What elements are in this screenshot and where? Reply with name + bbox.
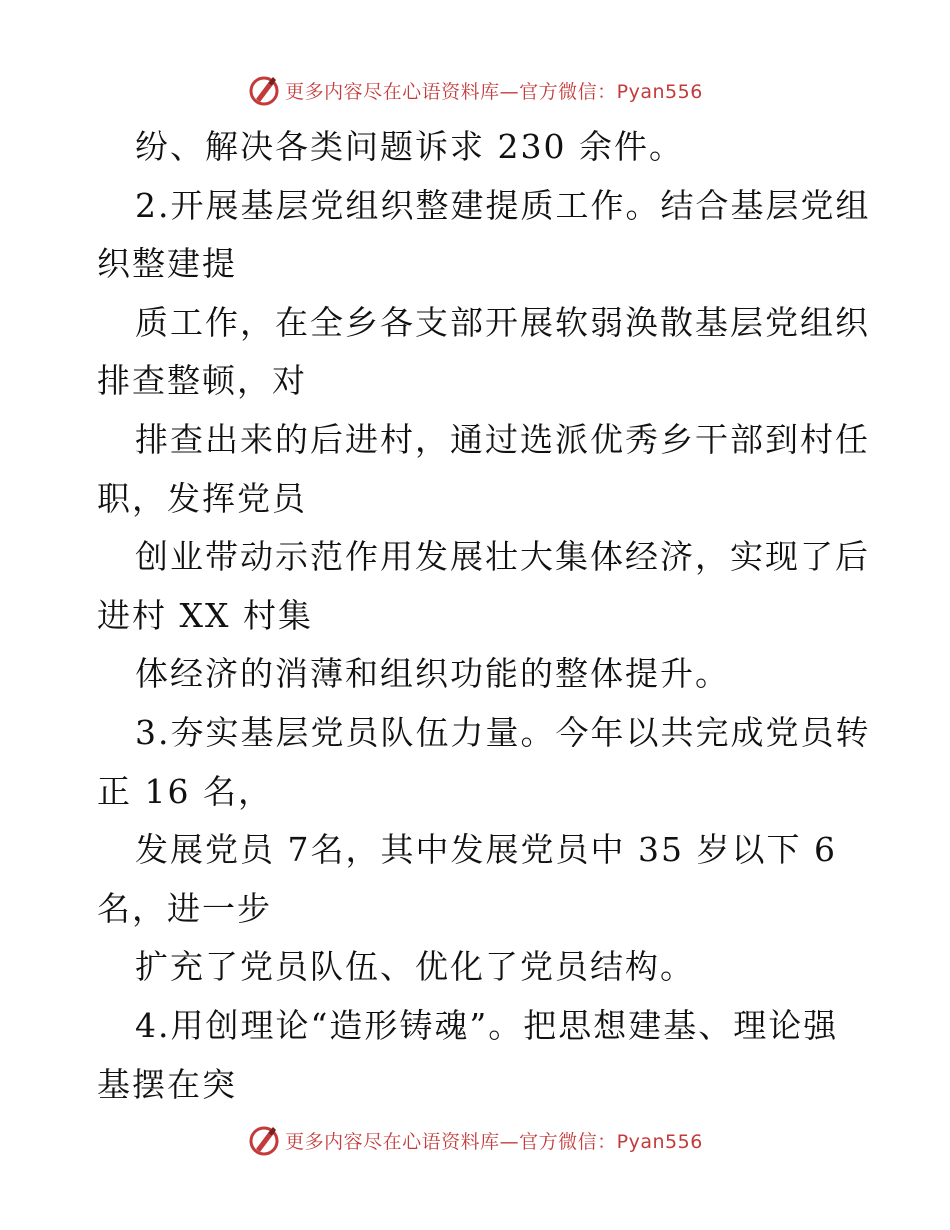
text-line: 扩充了党员队伍、优化了党员结构。	[135, 947, 695, 987]
watermark-footer	[0, 1120, 950, 1160]
text-line: 体经济的消薄和组织功能的整体提升。	[135, 654, 730, 694]
text-line: 3.夯实基层党员队伍力量。今年以共完成党员转	[135, 712, 871, 752]
watermark-header	[0, 70, 950, 110]
text-line: 基摆在突	[97, 1064, 237, 1104]
text-line: 2.开展基层党组织整建提质工作。结合基层党组	[135, 185, 871, 225]
text-line: 质工作，在全乡各支部开展软弱涣散基层党组织	[135, 302, 870, 342]
watermark-text: 更多内容尽在心语资料库—官方微信：Pyan556	[285, 1130, 703, 1153]
text-line: 名，进一步	[97, 888, 272, 928]
text-line: 正 16 名，	[97, 771, 273, 811]
text-line: 织整建提	[97, 244, 237, 284]
text-line: 排查出来的后进村，通过选派优秀乡干部到村任	[135, 419, 870, 459]
text-line: 创业带动示范作用发展壮大集体经济，实现了后	[135, 537, 870, 577]
document-body	[97, 118, 871, 1114]
text-line: 进村 XX 村集	[97, 595, 313, 635]
pen-circle-logo-icon	[247, 1123, 281, 1157]
text-line: 排查整顿，对	[97, 361, 307, 401]
pen-circle-logo-icon	[247, 73, 281, 107]
text-line: 4.用创理论“造形铸魂”。把思想建基、理论强	[135, 1005, 839, 1045]
text-line: 发展党员 7名，其中发展党员中 35 岁以下 6	[135, 830, 837, 870]
text-line: 纷、解决各类问题诉求 230 余件。	[135, 127, 684, 166]
text-line: 职，发挥党员	[97, 478, 307, 518]
watermark-text: 更多内容尽在心语资料库—官方微信：Pyan556	[285, 80, 703, 103]
